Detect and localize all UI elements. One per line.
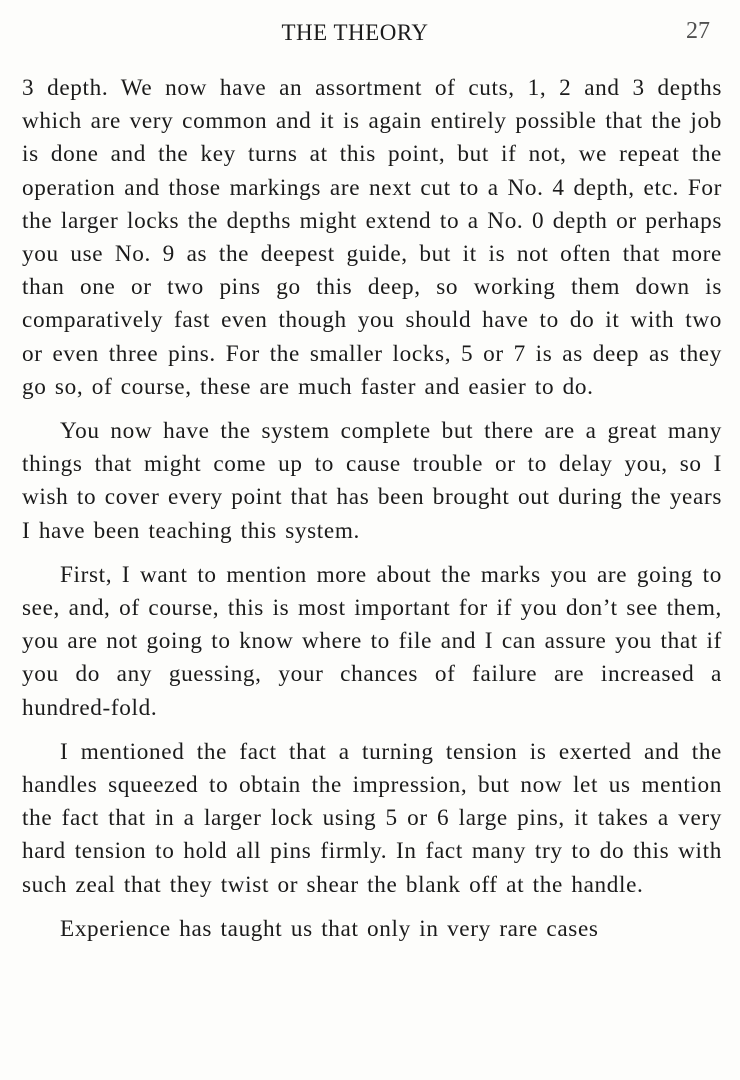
page-number: 27 (686, 18, 710, 44)
paragraph-3: First, I want to mention more about the marks you are going to see, and, of course, this is most important for if you don’t see them, you are not going to know where to file and I can assure you that if you do any guessing, your chances of failure are increased a hundred-fold. (22, 561, 722, 721)
running-head (0, 18, 740, 50)
paragraph-4: I mentioned the fact that a turning tension is exerted and the handles squeezed to obtain the impression, but now let us mention the fact that in a larger lock using 5 or 6 large pins, it takes a very hard tension to hold all pins firmly. In fact many try to do this with such zeal that they twist or shear the blank off at the handle. (22, 738, 722, 898)
paragraph-2: You now have the system complete but there are a great many things that might come up to cause trouble or to delay you, so I wish to cover every point that has been brought out during the years I have been teaching this system. (22, 418, 722, 544)
body-text (22, 72, 722, 946)
running-title: THE THEORY (281, 20, 429, 45)
paragraph-5: Experience has taught us that only in very rare cases (60, 915, 599, 942)
paragraph-1: 3 depth. We now have an assortment of cuts, 1, 2 and 3 depths which are very common and it is again entirely possible that the job is done and the key turns at this point, but if not, we repeat the operation and those markings are next cut to a No. 4 depth, etc. For the larger locks the depths might extend to a No. 0 depth or perhaps you use No. 9 as the deepest guide, but it is not often that more than one or two pins go this deep, so working them down is comparatively fast even though you should have to do it with two or even three pins. For the smaller locks, 5 or 7 is as deep as they go so, of course, these are much faster and easier to do. (22, 75, 722, 400)
